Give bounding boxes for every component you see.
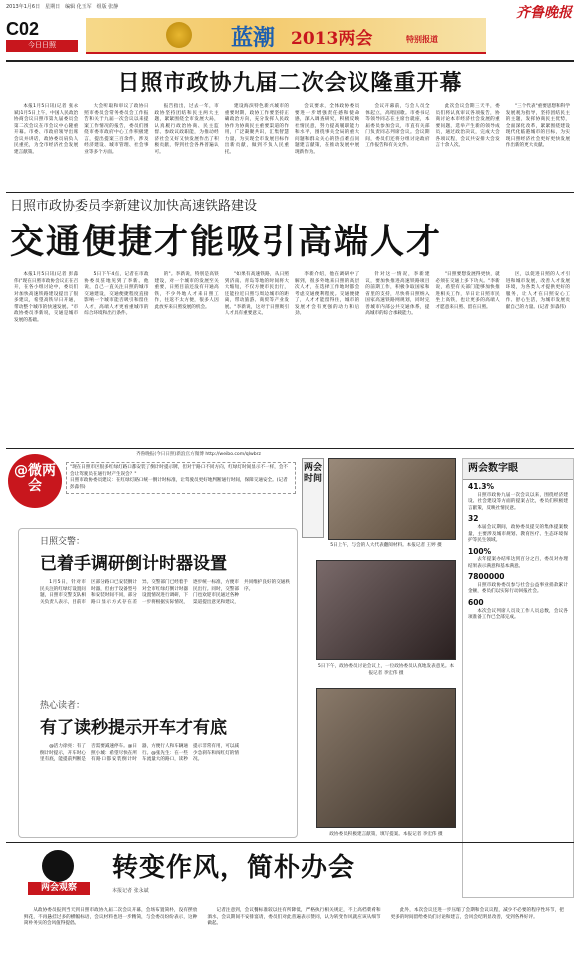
divider (6, 842, 574, 843)
section-header (6, 20, 78, 52)
digit-text: 本次会议列席人员及工作人员总数，会议各项准备工作已全部完成。 (468, 608, 568, 621)
countdown-text: 1月5日，针对市民关注的红绿灯设置问题，日照市交警支队相关负责人表示，目前市区部分路口已安装倒计时器，但由于设备型号和安装时间不同，部分路口显示方式存在差异。交警部门已经着手对全市红绿灯倒计时器设置情况进行调研，下一步将根据实际情况，逐步统一标准，方便市民出行。同时，交警部门也欢迎市民通过各种渠道提出意见和建议，共同维护良好的交通秩序。 (40, 580, 290, 605)
digit-number: 7800000 (468, 572, 505, 582)
countdown-headline: 已着手调研倒计时器设置 (40, 554, 227, 574)
top-col-5: 会议要求，全体政协委员要进一步增强责任感和使命感，深入调查研究，积极反映社情民意，努力提高履职能力和水平，围绕事关全局的重大问题和群众关心的热点难点问题建言献策，在推动发展中展现新作为。 (295, 104, 360, 155)
digit-text: 本届会议期间，政协委员提交的集体提案数量，主要涉及城市规划、教育医疗、生态环境保护等民生领域。 (468, 525, 568, 544)
countdown-body (40, 580, 290, 692)
divider (6, 448, 574, 449)
photo-caption: 5日上午，与会的人大代表翻阅材料。本报记者 王婷 摄 (330, 543, 442, 548)
readers-text: @活力徐亮：有了倒计时提示，开车时心里有底，能提前判断是否需要减速停车。@日照小城：希望尽快在所有路口都安装倒计时器，方便行人和车辆通行。@张先生：在一些车流量大的路口，读秒提示非常有用，可以减少急刹车和闯红灯的情况。 (40, 744, 239, 763)
main-col-2: 5日下午4点，记者在市政协委员驻地见到了李新。他说，自己一直关注日照的城市交通建设，交通便捷程度直接影响一个城市能否吸引和留住人才，高端人才更看重城市的综合环境和出行条件。 (84, 272, 149, 317)
section-name: 今日日照 (6, 40, 78, 52)
readers-body (40, 744, 290, 832)
main-col-7: "日照要想发展得更快，就必须在交通上多下功夫。"李新说，希望有关部门能够加快推进相关工作，早日让日照市民坐上高铁，也让更多的高端人才愿意来日照、留在日照。 (435, 272, 500, 310)
top-col-7: 此次会议会期三天半，委员们将认真审议各项报告，协商讨论本市经济社会发展的重要问题，选举产生新的领导成员，通过政治决议，完成大会各项议程，会议共安排大会发言十余人次。 (435, 104, 500, 149)
digit-text: 日照市政协九届一次会议以来，围绕经济建设、社会建设等方面的提案占比，委员们积极建言献策，反映社情民意。 (468, 492, 568, 511)
main-col-3: 的"。李新说，特别是高铁建设，对一个城市的发展至关重要，日照目前还没有开通高铁，不少外地人才来日照工作，往返不太方便，很多人因此放弃来日照发展的机会。 (154, 272, 219, 310)
main-story-body (14, 272, 570, 442)
bottom-col: 此外，本次会议还进一步压缩了会期和会议议程，减少不必要的程序性环节，把更多的时间留给委员们讨论和建言，会风会纪明显改善，受到各界好评。 (390, 908, 564, 920)
top-col-8: "三个代表"重要思想和科学发展观为指导，坚持团结民主的主题，发挥协商民主优势，全面深化改革，紧紧围绕建设现代化临港城市的目标，为实现日照经济社会更好更快发展作出新的更大贡献。 (505, 104, 570, 149)
countdown-kicker: 日照交警： (40, 537, 86, 547)
top-col-6: 会议开幕前，与会人员全体起立，高唱国歌。市委书记等领导同志在主席台就座，本届委员参加会议，市直有关部门负责同志列席会议。会议期间，委员们还将分组讨论政府工作报告和有关文件。 (365, 104, 430, 149)
header-rule (6, 60, 574, 62)
digits-title: 两会数字眼 (463, 459, 573, 480)
top-headline: 日照市政协九届二次会议隆重开幕 (117, 71, 463, 96)
section-code: C02 (6, 19, 40, 39)
digit-number: 41.3% (468, 482, 495, 492)
bottom-col: 从政协委员报到当天到日照市政协九届二次会议开幕，会场布置简朴，没有摆放鲜花，不再悬挂过多的横幅标语，会议材料也进一步精简，与会委员纷纷表示，这种简朴务实的会风值得提倡。 (24, 908, 198, 927)
digit-number: 32 (468, 514, 479, 524)
top-story-body (14, 104, 570, 186)
banner-title: 2013两会 (291, 29, 373, 49)
digit-text: 日照市政协委员参与社会公益事业捐款累计金额，委员们以实际行动回报社会。 (468, 582, 568, 595)
bottom-byline: 本报记者 张永斌 (112, 888, 149, 894)
main-col-8: 区，以促进日照的人才引进和城市发展，改善人才发展环境，为各类人才提供更好的服务，让人才在日照安心工作、舒心生活，为城市发展贡献自己的力量。(记者 彭淼伟) (505, 272, 570, 310)
main-subheadline: 日照市政协委员李新建议加快高速铁路建设 (10, 199, 258, 214)
weibo-post: "现在日照市区很多红绿灯路口都安装了倒计时提示牌，但对于路口不同方向，红绿灯时间显示不一样，会不会让驾驶员在通行时产生误会？" (70, 465, 289, 477)
weibo-source: 齐鲁晚报(今日日照)新浪官方微博 http://weibo.com/qlwbrz (136, 452, 261, 457)
special-report-banner (86, 18, 486, 54)
main-col-5: 李新介绍，他在调研中了解到，很多外地来日照的高层次人才，在选择工作地时都会考虑交通便利程度。交通便捷了，人才才能留得住，城市的发展才会有更强的动力和后劲。 (295, 272, 360, 317)
top-col-2: 大会听取和审议了政协日照市委员会常务委员会工作报告和关于九届一次会议以来提案工作情况的报告，委员们围绕市委市政府中心工作积极建言，提出提案三百余件，涉及经济建设、城市管理、社会事业等多个方面。 (84, 104, 149, 155)
weibo-post: 日照市政协委员建议：在红绿灯路口统一倒计时标准，让驾驶员更好地判断通行时间，保障交通安全。(记者 彭淼伟) (70, 478, 288, 490)
top-col-1: 本报1月5日讯(记者 张永斌)1月5日上午，中国人民政治协商会议日照市第九届委员会第二次会议在市会议中心隆重开幕。市委、市政府领导出席会议并讲话，政协委员肩负人民重托，为全市经济社会发展建言献策。 (14, 104, 79, 155)
weibo-posts (66, 462, 296, 494)
main-col-1: 本报1月5日讯(记者 彭淼伟)"现在日照市政协会议正在召开，在各小组讨论中，委员们对加快高速铁路建设提出了很多建议，希望高铁早日开通，带动整个城市的快速发展。"市政协委员李新说，交通是城市发展的基础。 (14, 272, 79, 323)
digits-box (462, 458, 574, 898)
banner-brand: 蓝潮 (231, 25, 276, 51)
bottom-story-body (24, 908, 564, 968)
digit-number: 600 (468, 597, 484, 607)
bottom-headline: 转变作风，简朴办会 (112, 853, 356, 883)
top-col-4: 建设海滨特色新兴城市的重要时期，政协工作要坚持正确政治方向，充分发挥人民政协作为协商民主重要渠道的作用，广泛凝聚共识，汇集智慧力量，为实现全市发展目标作出新贡献，做到不负人民重托。 (224, 104, 289, 155)
readers-kicker: 热心读者： (40, 701, 86, 711)
digit-number: 100% (468, 546, 492, 556)
photo-section-tag: 两会时间 (302, 458, 324, 538)
photo-writing-proposal (316, 688, 456, 828)
emblem-icon (166, 22, 192, 48)
digit-text: 去年提案办结率达到百分之百，委员对办理结果表示满意和基本满意。 (468, 557, 568, 569)
date-line: 2013年1月6日 星期日 编辑 化玉军 组版 张静 (6, 4, 119, 10)
top-col-3: 报告指出，过去一年，市政协坚持团结和民主两大主题，紧紧围绕全市发展大局，认真履行政治协商、民主监督、参政议政职能，为推动经济社会又好又快发展作出了积极贡献，得到社会各界普遍认可。 (154, 104, 219, 155)
observation-label: 两会观察 (28, 882, 90, 895)
main-col-4: "如果有高速铁路，从日照到济南、青岛等地的时间将大大缩短，不仅方便市民出行，还能拉近日照与周边城市的距离，带动旅游、商贸等产业发展。"李新说，这对于日照吸引人才具有重要意义。 (224, 272, 289, 317)
person-icon (42, 850, 74, 882)
banner-tag: 特别报道 (406, 35, 438, 44)
observation-badge (28, 850, 90, 898)
paper-name: 齐鲁晚报 (516, 5, 572, 21)
photo-member-speaking (316, 560, 456, 660)
main-col-6: 针对这一情况，李新建议，要加快推进高速铁路项目的前期工作，积极争取国家和省里的支持，尽快将日照纳入国家高速铁路网规划，同时完善城市内部公共交通体系，提高城市的综合承载能力。 (365, 272, 430, 317)
photo-delegates (328, 458, 456, 540)
photo-caption: 5日下午，政协委员讨论会议上，一位政协委员认真地发表意见。本报记者 李宏伟 摄 (317, 664, 455, 676)
divider (6, 192, 574, 193)
main-headline: 交通便捷才能吸引高端人才 (10, 222, 442, 262)
weibo-badge: @微两会 (8, 454, 62, 508)
weibo-section (6, 452, 298, 522)
readers-headline: 有了读秒提示开车才有底 (40, 718, 227, 738)
bottom-col: 记者注意到，会议餐标准较以往有所降低，严格执行相关规定，不上高档菜肴和酒水，会议期间不安排宴请，委员们对此普遍表示赞同，认为转变作风就应该从细节做起。 (207, 908, 381, 927)
photo-caption: 政协委员积极建言献策，填写提案。本报记者 李宏伟 摄 (329, 832, 443, 837)
